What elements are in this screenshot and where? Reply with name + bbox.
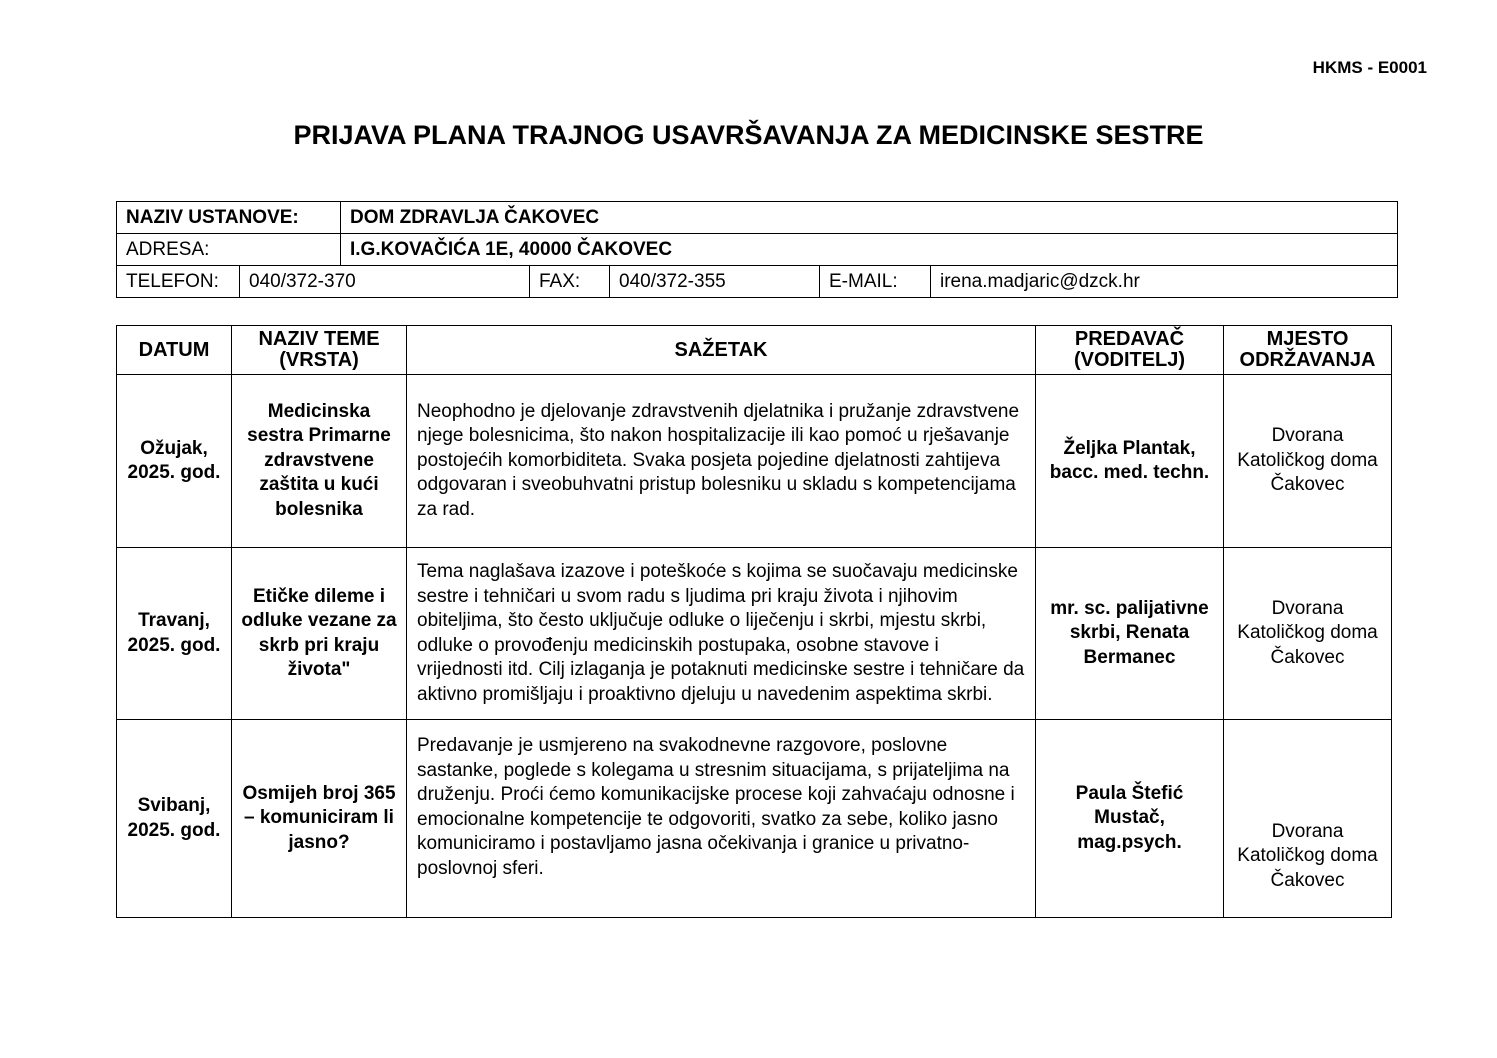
institution-name-label: NAZIV USTANOVE:	[117, 202, 341, 234]
header-summary: SAŽETAK	[407, 326, 1036, 375]
institution-name-row	[117, 202, 1398, 234]
summary-cell: Tema naglašava izazove i poteškoće s kojima se suočavaju medicinske sestre i tehničari u svom radu s ljudima pri kraju života i njihovim obiteljima, što često uključuje odluke o liječenju i skrbi, mjestu skrbi, odluke o provođenju medicinskih postupaka, osobne stavove i vrijednosti itd. Cilj izlaganja je potaknuti medicinske sestre i tehničare da aktivno promišljaju i proaktivno djeluju u navedenim aspektima skrbi.	[407, 548, 1036, 720]
summary-cell: Predavanje je usmjereno na svakodnevne razgovore, poslovne sastanke, poglede s kolegama u stresnim situacijama, s prijateljima na druženju. Proći ćemo komunikacijske procese koji zahvaćaju odnosne i emocionalne kompetencije te odgovoriti, svatko za sebe, koliko jasno komuniciramo i postavljamo jasna očekivanja i granice u privatno-poslovnoj sferi.	[407, 720, 1036, 918]
table-row	[117, 548, 1392, 720]
education-plan-table	[116, 325, 1392, 918]
address-label: ADRESA:	[117, 234, 341, 266]
lecturer-cell: mr. sc. palijativne skrbi, Renata Bermanec	[1036, 548, 1224, 720]
email-value: irena.madjaric@dzck.hr	[931, 266, 1398, 298]
date-cell: Travanj, 2025. god.	[117, 548, 232, 720]
lecturer-cell: Željka Plantak, bacc. med. techn.	[1036, 375, 1224, 548]
date-cell: Ožujak, 2025. god.	[117, 375, 232, 548]
header-place: MJESTO ODRŽAVANJA	[1224, 326, 1392, 375]
fax-value: 040/372-355	[610, 266, 820, 298]
institution-address-row	[117, 234, 1398, 266]
topic-cell: Osmijeh broj 365 – komuniciram li jasno?	[232, 720, 407, 918]
topic-cell: Medicinska sestra Primarne zdravstvene zaštita u kući bolesnika	[232, 375, 407, 548]
table-row	[117, 720, 1392, 918]
phone-label: TELEFON:	[117, 266, 240, 298]
place-cell: Dvorana Katoličkog doma Čakovec	[1224, 548, 1392, 720]
institution-contact-row	[117, 266, 1398, 298]
institution-table	[116, 201, 1398, 298]
header-date: DATUM	[117, 326, 232, 375]
place-cell: Dvorana Katoličkog doma Čakovec	[1224, 720, 1392, 918]
header-lecturer: PREDAVAČ (VODITELJ)	[1036, 326, 1224, 375]
header-topic: NAZIV TEME (VRSTA)	[232, 326, 407, 375]
table-header-row	[117, 326, 1392, 375]
topic-cell: Etičke dileme i odluke vezane za skrb pri kraju života"	[232, 548, 407, 720]
phone-value: 040/372-370	[240, 266, 530, 298]
page-title: PRIJAVA PLANA TRAJNOG USAVRŠAVANJA ZA MEDICINSKE SESTRE	[293, 120, 1204, 150]
email-label: E-MAIL:	[820, 266, 931, 298]
date-cell: Svibanj, 2025. god.	[117, 720, 232, 918]
address-value: I.G.KOVAČIĆA 1E, 40000 ČAKOVEC	[341, 234, 1398, 266]
summary-cell: Neophodno je djelovanje zdravstvenih djelatnika i pružanje zdravstvene njege bolesnicima, što nakon hospitalizacije ili kao pomoć u rješavanje postojećih komorbiditeta. Svaka posjeta pojedine djelatnosti zahtijeva odgovaran i sveobuhvatni pristup bolesniku u skladu s kompetencijama za rad.	[407, 375, 1036, 548]
table-row	[117, 375, 1392, 548]
institution-name-value: DOM ZDRAVLJA ČAKOVEC	[341, 202, 1398, 234]
place-cell: Dvorana Katoličkog doma Čakovec	[1224, 375, 1392, 548]
lecturer-cell: Paula Štefić Mustač, mag.psych.	[1036, 720, 1224, 918]
fax-label: FAX:	[530, 266, 610, 298]
document-code: HKMS - E0001	[1312, 58, 1427, 77]
